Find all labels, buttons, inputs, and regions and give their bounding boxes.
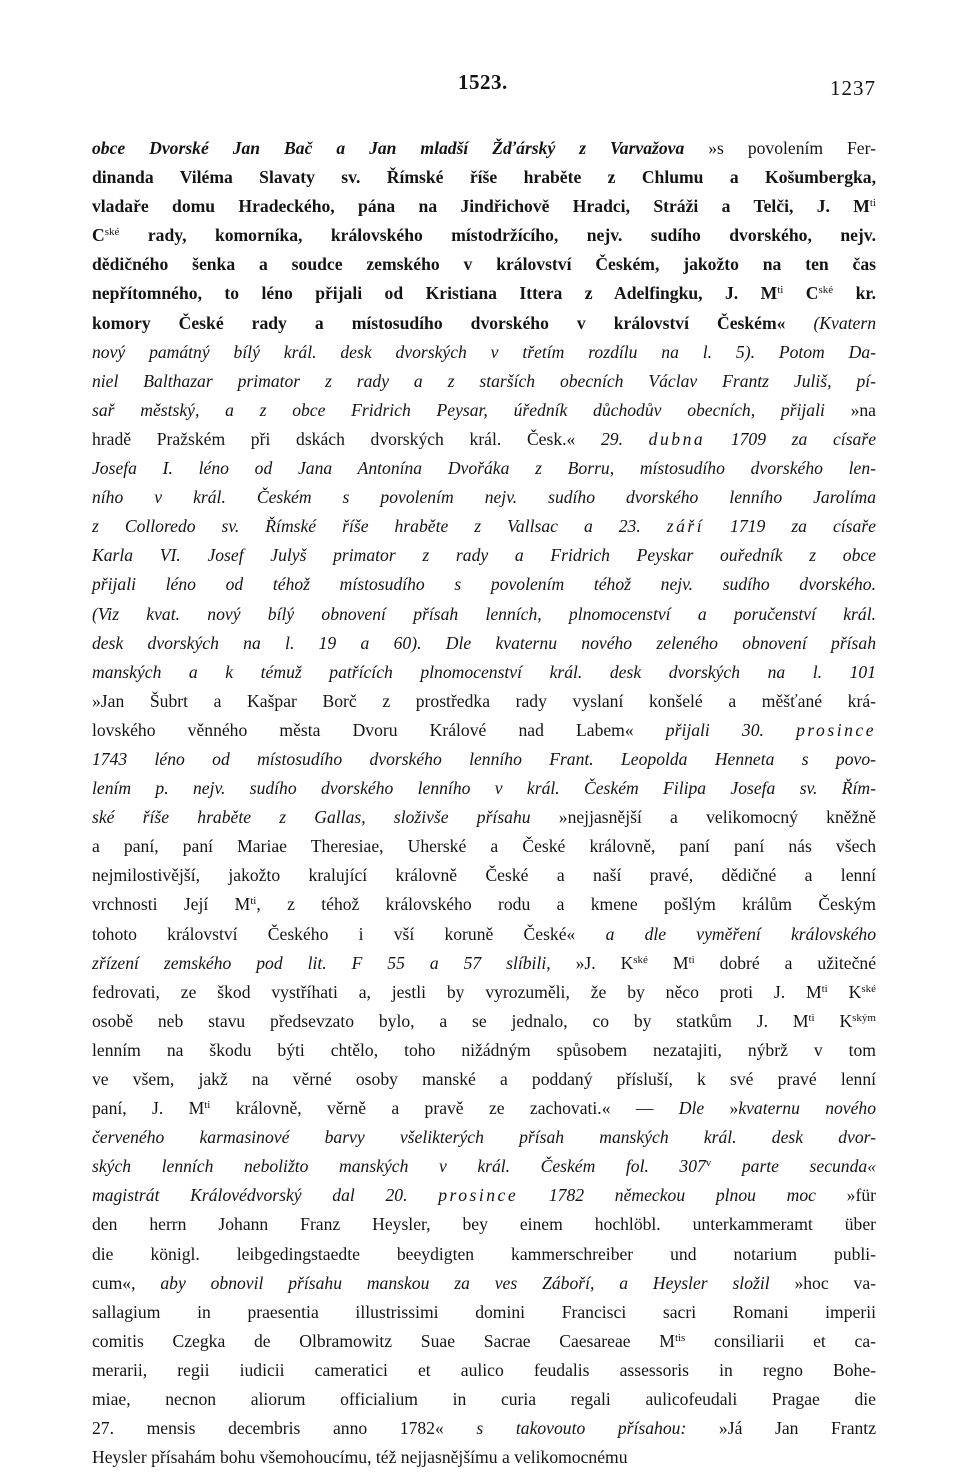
- text-segment: prosince: [438, 1185, 519, 1206]
- text-line: [92, 454, 876, 483]
- text-line: [92, 1240, 876, 1269]
- text-segment: paní, J. M: [92, 1098, 205, 1119]
- superscript-abbreviation: ské: [861, 982, 876, 995]
- text-line: [92, 1414, 876, 1443]
- superscript-abbreviation: ti: [250, 895, 257, 908]
- text-line: [92, 570, 876, 599]
- text-segment: dědičného šenka a soudce zemského v království Českém, jakožto na ten čas: [92, 254, 876, 275]
- text-segment: nejmilostivější, jakožto kralující královně České a naší pravé, dědičné a lenní: [92, 865, 876, 886]
- text-segment: M: [647, 952, 689, 973]
- text-line: [92, 745, 876, 774]
- text-segment: K: [814, 1010, 853, 1031]
- text-segment: dubna: [648, 428, 706, 449]
- text-segment: 1782 německou plnou moc: [518, 1185, 816, 1206]
- text-segment: miae, necnon aliorum officialium in curia regali aulicofeudali Pragae die: [92, 1389, 876, 1410]
- text-segment: magistrát Královédvorský dal 20.: [92, 1185, 439, 1206]
- text-segment: manských a k témuž patřících plnomocenství král. desk dvorských na l. 101: [92, 661, 876, 682]
- text-segment: zřízení zemského pod lit. F 55 a 57 slíbili,: [92, 952, 551, 973]
- text-line: [92, 192, 876, 221]
- text-line: [92, 1269, 876, 1298]
- text-line: [92, 890, 876, 919]
- section-number: 1523.: [458, 70, 508, 94]
- page-number: 1237: [830, 76, 876, 100]
- text-line: [92, 978, 876, 1007]
- text-line: [92, 1327, 876, 1356]
- text-line: [92, 1094, 876, 1123]
- text-line: [92, 338, 876, 367]
- text-line: [92, 716, 876, 745]
- text-line: [92, 163, 876, 192]
- superscript-abbreviation: ti: [869, 197, 876, 210]
- superscript-abbreviation: ti: [821, 982, 828, 995]
- text-segment: Dle: [678, 1098, 705, 1119]
- text-line: [92, 309, 876, 338]
- text-segment: lenním na škodu býti chtělo, toho nižádným spůsobem nezatajiti, nýbrž v tom: [92, 1039, 876, 1060]
- text-line: [92, 1385, 876, 1414]
- document-body: [92, 134, 876, 1472]
- text-segment: 1743 léno od místosudího dvorského lenního Frant. Leopolda Henneta s povo-: [92, 748, 876, 769]
- superscript-abbreviation: ti: [808, 1011, 815, 1024]
- text-segment: komory České rady a místosudího dvorského v království Českém«: [92, 312, 814, 333]
- text-line: [92, 920, 876, 949]
- text-segment: ního v král. Českém s povolením nejv. sudího dvorského lenního Jarolíma: [92, 487, 876, 508]
- text-line: [92, 1065, 876, 1094]
- text-segment: a dle vyměření královského: [605, 923, 877, 944]
- text-line: [92, 367, 876, 396]
- text-segment: ských lenních neboližto manských v král. Českém fol. 307: [92, 1156, 706, 1177]
- text-segment: sař městský, a z obce Fridrich Peysar, úředník důchodův obecních, přijali: [92, 399, 825, 420]
- text-segment: vladaře domu Hradeckého, pána na Jindřichově Hradci, Stráži a Telči, J. M: [92, 196, 870, 217]
- text-segment: »hoc va-: [769, 1272, 876, 1293]
- text-segment: a paní, paní Mariae Theresiae, Uherské a České královně, paní paní nás všech: [92, 836, 876, 857]
- text-segment: »nejjasnější a velikomocný kněžně: [530, 807, 876, 828]
- text-segment: lovského věnného města Dvoru Králové nad Labem«: [92, 719, 666, 740]
- text-segment: kr.: [833, 283, 877, 304]
- text-segment: 1719 za císaře: [704, 516, 876, 537]
- text-segment: Josefa I. léno od Jana Antonína Dvořáka z Borru, místosudího dvorského len-: [92, 458, 876, 479]
- text-segment: vrchnosti Její M: [92, 894, 251, 915]
- text-segment: aby obnovil přísahu manskou za ves Záboří, a Heysler složil: [160, 1272, 770, 1293]
- text-segment: osobě neb stavu předsevzato bylo, a se jednalo, co by statkům J. M: [92, 1010, 809, 1031]
- text-line: [92, 425, 876, 454]
- text-line: [92, 134, 876, 163]
- text-segment: »Jan Šubrt a Kašpar Borč z prostředka rady vyslaní konšelé a měšťané krá-: [92, 690, 876, 711]
- text-segment: 27. mensis decembris anno 1782«: [92, 1418, 477, 1439]
- superscript-abbreviation: ti: [777, 284, 784, 297]
- text-line: [92, 1123, 876, 1152]
- text-segment: obce Dvorské Jan Bač a Jan mladší Žďárský z Varvažova: [92, 138, 685, 158]
- text-line: [92, 541, 876, 570]
- text-line: [92, 279, 876, 308]
- text-line: [92, 687, 876, 716]
- text-segment: Karla VI. Josef Julyš primator z rady a Fridrich Peyskar ouředník z obce: [92, 545, 876, 566]
- text-line: [92, 1356, 876, 1385]
- text-segment: (Viz kvat. nový bílý obnovení přísah lenních, plnomocenství a poručenství král.: [92, 603, 876, 624]
- text-segment: parte secunda«: [711, 1156, 876, 1177]
- page-header: [92, 70, 876, 100]
- text-segment: září: [666, 516, 705, 537]
- text-line: [92, 1210, 876, 1239]
- text-line: [92, 629, 876, 658]
- text-line: [92, 861, 876, 890]
- text-segment: kvaternu nového: [738, 1098, 877, 1119]
- text-segment: 29.: [601, 428, 649, 449]
- text-line: [92, 832, 876, 861]
- text-segment: den herrn Johann Franz Heysler, bey einem hochlöbl. unterkammeramt über: [92, 1214, 876, 1235]
- text-segment: C: [783, 283, 819, 304]
- text-segment: consiliarii et ca-: [685, 1330, 876, 1351]
- superscript-abbreviation: ské: [818, 284, 834, 297]
- text-line: [92, 1007, 876, 1036]
- text-line: [92, 1298, 876, 1327]
- superscript-abbreviation: v: [705, 1157, 712, 1170]
- text-segment: přijali léno od téhož místosudího s povolením téhož nejv. sudího dvorského.: [92, 574, 876, 595]
- text-line: [92, 658, 876, 687]
- text-segment: niel Balthazar primator z rady a z starších obecních Václav Frantz Juliš, pí-: [92, 370, 876, 391]
- text-segment: »Já Jan Frantz: [686, 1418, 877, 1439]
- superscript-abbreviation: ské: [633, 953, 648, 966]
- text-segment: ve všem, jakž na věrné osoby manské a poddaný přísluší, k své pravé lenní: [92, 1069, 876, 1089]
- text-line: [92, 949, 876, 978]
- superscript-abbreviation: ti: [688, 953, 695, 966]
- text-segment: comitis Czegka de Olbramowitz Suae Sacrae Caesareae M: [92, 1330, 675, 1351]
- superscript-abbreviation: tis: [674, 1331, 686, 1344]
- superscript-abbreviation: ti: [204, 1099, 211, 1112]
- text-line: [92, 1036, 876, 1065]
- text-segment: z Colloredo sv. Římské říše hraběte z Vallsac a 23.: [92, 516, 667, 537]
- text-segment: Heysler přísahám bohu všemohoucímu, též nejjasnějšímu a velikomocnému: [92, 1447, 628, 1468]
- text-line: [92, 774, 876, 803]
- text-segment: »s povolením Fer-: [684, 138, 876, 158]
- text-line: [92, 1152, 876, 1181]
- text-line: [92, 600, 876, 629]
- text-segment: dobré a užitečné: [694, 952, 877, 973]
- text-segment: lením p. nejv. sudího dvorského lenního v král. Českém Filipa Josefa sv. Řím-: [92, 778, 876, 799]
- text-segment: 1709 za císaře: [705, 428, 876, 449]
- text-segment: sallagium in praesentia illustrissimi domini Francisci sacri Romani imperii: [92, 1301, 876, 1322]
- text-segment: K: [827, 981, 862, 1002]
- text-segment: cum«,: [92, 1272, 161, 1293]
- text-segment: (Kvatern: [813, 312, 876, 333]
- text-segment: die königl. leibgedingstaedte beeydigten kammerschreiber und notarium publi-: [92, 1243, 876, 1264]
- text-segment: , z téhož královského rodu a kmene pošlým králům Českým: [256, 894, 876, 915]
- text-segment: desk dvorských na l. 19 a 60). Dle kvaternu nového zeleného obnovení přísah: [92, 632, 876, 653]
- text-segment: přijali 30.: [665, 719, 797, 740]
- text-line: [92, 1443, 876, 1472]
- text-line: [92, 250, 876, 279]
- text-segment: fedrovati, ze škod vystříhati a, jestli by vyrozuměli, že by něco proti J. M: [92, 981, 822, 1002]
- text-segment: ské říše hraběte z Gallas, složivše přísahu: [92, 807, 531, 828]
- text-line: [92, 512, 876, 541]
- text-segment: červeného karmasinové barvy všelikterých přísah manských král. desk dvor-: [92, 1127, 876, 1148]
- text-segment: »na: [824, 399, 876, 420]
- superscript-abbreviation: ské: [104, 226, 120, 239]
- text-line: [92, 483, 876, 512]
- text-line: [92, 1181, 876, 1210]
- text-segment: nový památný bílý král. desk dvorských v třetím rozdílu na l. 5). Potom Da-: [92, 341, 876, 362]
- text-segment: prosince: [796, 719, 876, 740]
- text-segment: »für: [815, 1185, 876, 1206]
- text-segment: C: [92, 225, 105, 246]
- text-segment: tohoto království Českého i vší koruně České«: [92, 923, 606, 944]
- text-segment: rady, komorníka, královského místodržícího, nejv. sudího dvorského, nejv.: [119, 225, 876, 246]
- text-segment: »: [704, 1098, 739, 1119]
- text-segment: s takovouto přísahou:: [476, 1418, 687, 1439]
- text-segment: královně, věrně a pravě ze zachovati.« —: [210, 1098, 679, 1119]
- text-segment: merarii, regii iudicii cameratici et aulico feudalis assessoris in regno Bohe-: [92, 1359, 876, 1380]
- text-segment: nepřítomného, to léno přijali od Kristiana Ittera z Adelfingku, J. M: [92, 283, 778, 304]
- superscript-abbreviation: ským: [852, 1011, 876, 1024]
- text-segment: dinanda Viléma Slavaty sv. Římské říše hraběte z Chlumu a Košumbergka,: [92, 167, 876, 188]
- text-line: [92, 396, 876, 425]
- text-line: [92, 221, 876, 250]
- text-line: [92, 803, 876, 832]
- text-segment: »J. K: [550, 952, 634, 973]
- text-segment: hradě Pražském při dskách dvorských král. Česk.«: [92, 428, 601, 449]
